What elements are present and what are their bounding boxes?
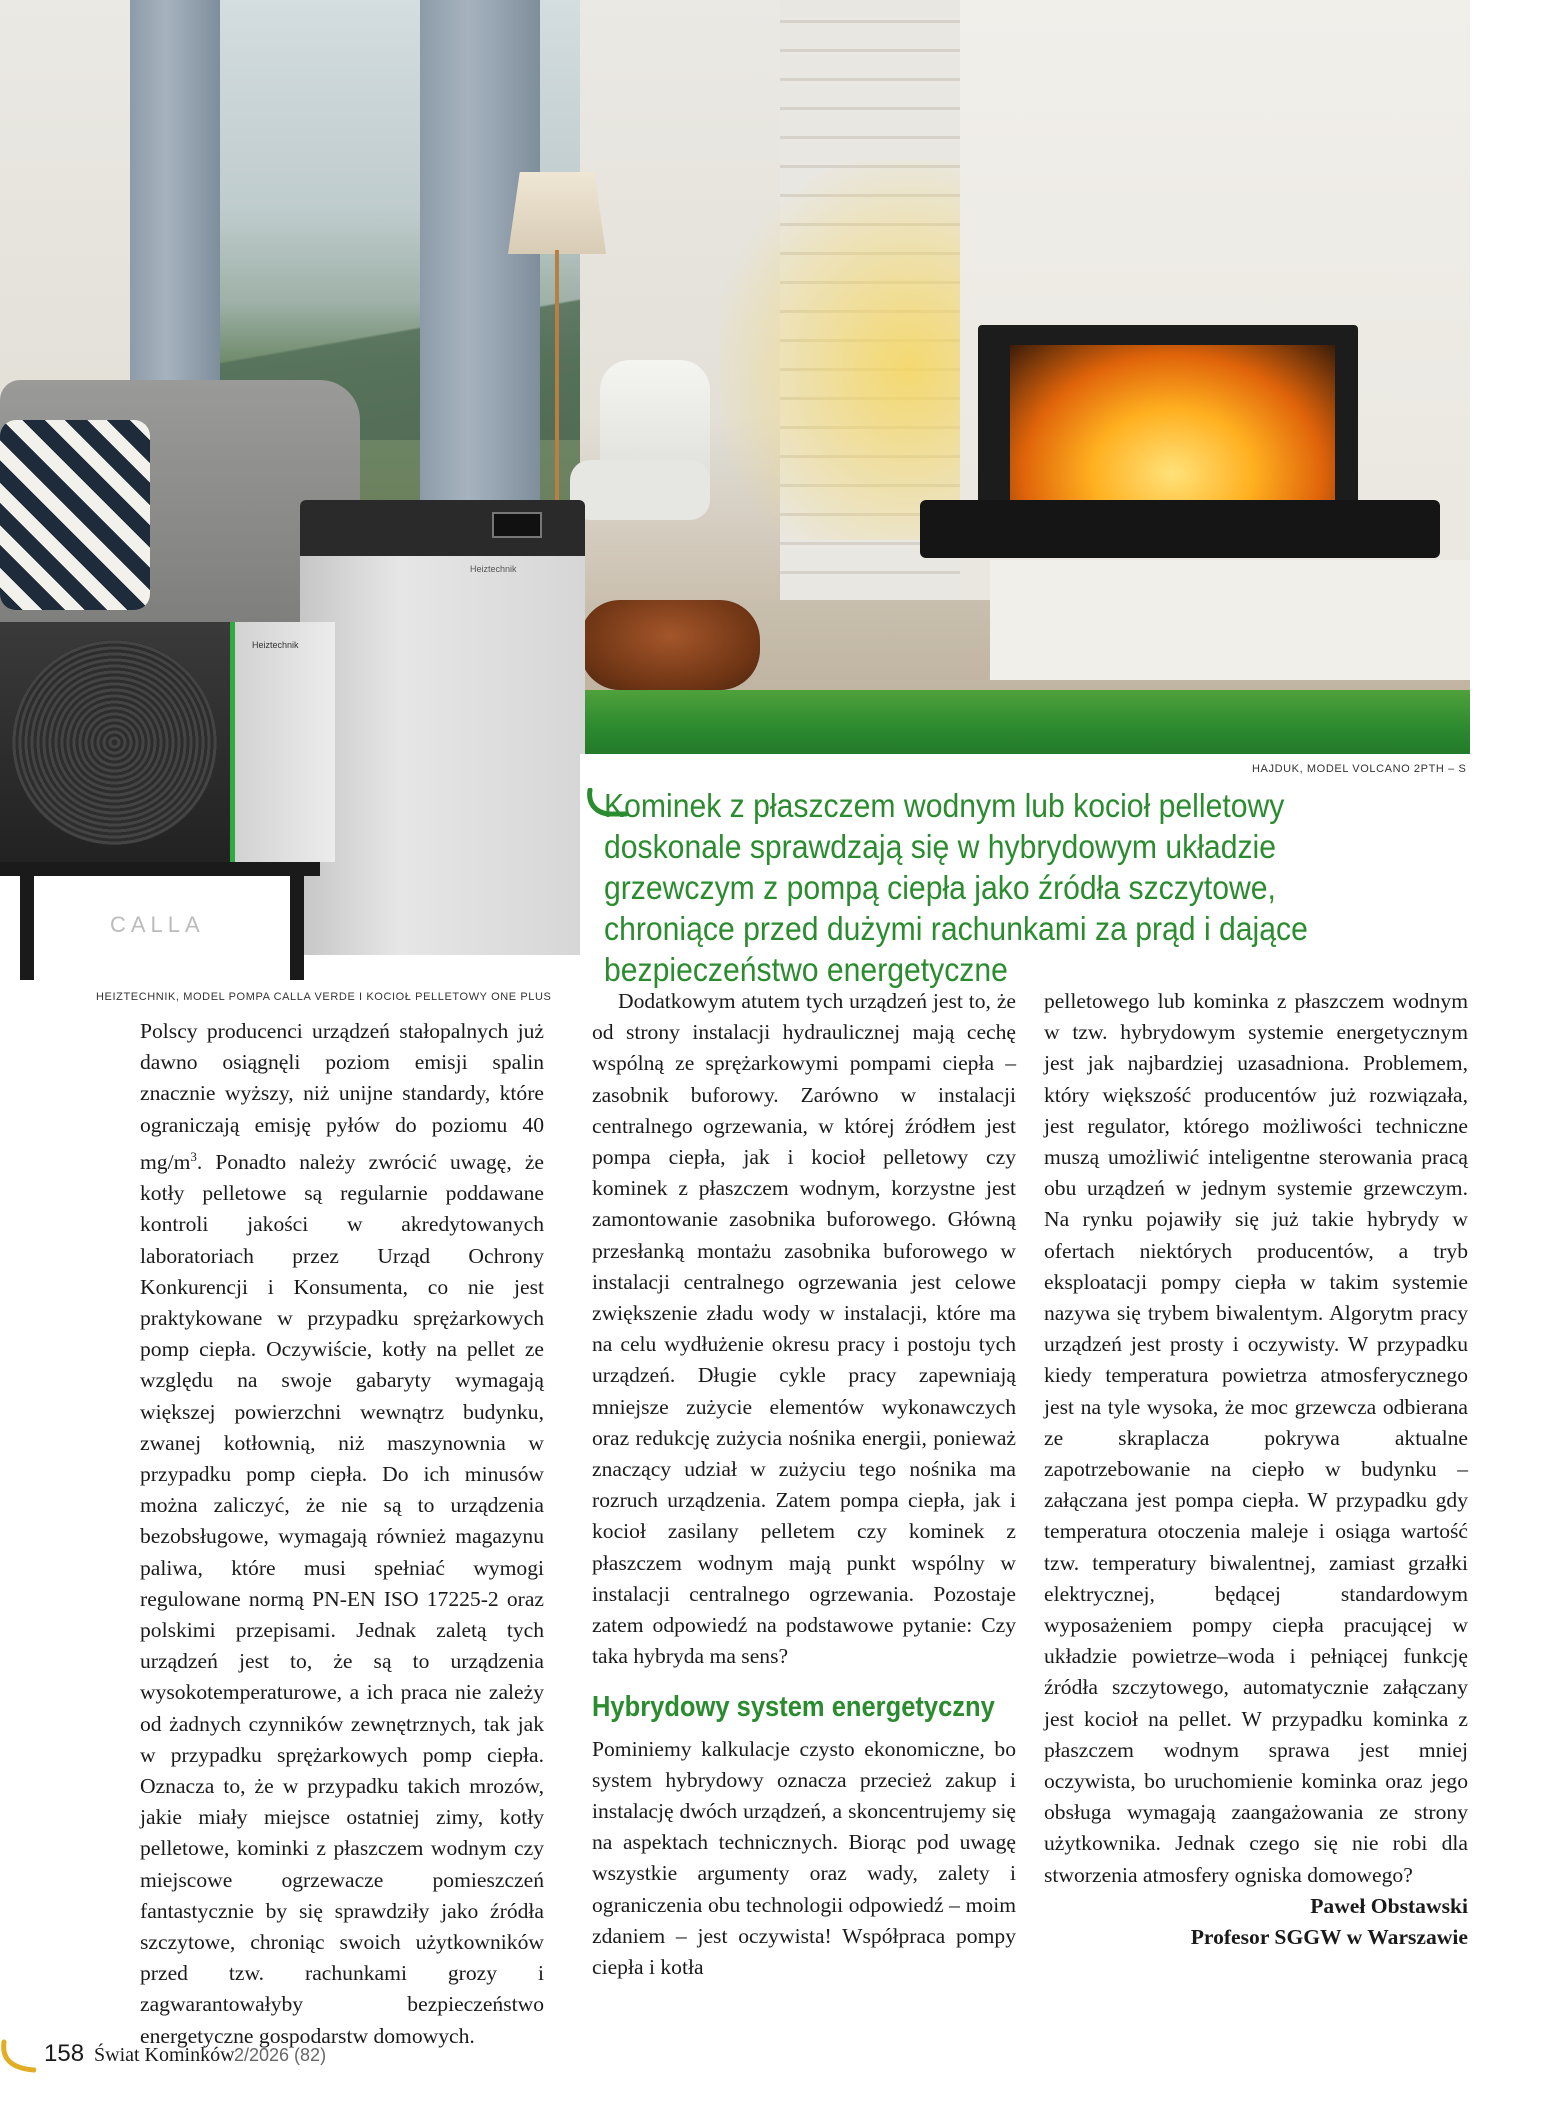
heat-pump-leg xyxy=(290,870,304,980)
paragraph: Dodatkowym atutem tych urządzeń jest to, że od strony instalacji hydraulicznej mają cechę wspólną ze sprężarkowymi pompami ciepła – zasobnik buforowy. Zarówno w instalacji centralnego ogrzewania, w której źródłem jest pompa ciepła, jak i kocioł pelletowy czy kominek z płaszczem wodnym, korzystne jest zamontowanie zasobnika buforowego. Główną przesłanką montażu zasobnika buforowego w instalacji centralnego ogrzewania jest celowe zwiększenie zładu wody w instalacji, które ma na celu wydłużenie okresu pracy i postoju tych urządzeń. Długie cykle pracy zapewniają mniejsze zużycie elementów wykonawczych oraz redukcję zużycia nośnika energii, ponieważ znaczący udział w zużyciu tego nośnika ma rozruch urządzenia. Zatem pompa ciepła, jak i kocioł zasilany pelletem czy kominek z płaszczem wodnym mają punkt wspólny w instalacji centralnego ogrzewania. Pozostaje zatem odpowiedź na podstawowe pytanie: Czy taka hybryda ma sens? xyxy=(592,989,1016,1669)
hearth xyxy=(990,560,1470,680)
paragraph-text: Polscy producenci urządzeń stałopalnych już dawno osiągnęli poziom emisji spalin znacznie wyższy, niż unijne standardy, które ograniczają emisję pyłów do poziomu 40 mg/m xyxy=(140,1019,544,1174)
article-column-1 xyxy=(140,1016,544,2052)
article-column-2 xyxy=(592,986,1016,1983)
paragraph: Pominiemy kalkulacje czysto ekonomiczne, bo system hybrydowy oznacza przecież zakup i instalację dwóch urządzeń, a skoncentrujemy się na aspektach technicznych. Biorąc pod uwagę wszystkie argumenty oraz wady, zalety i ograniczenia obu technologii odpowiedź – moim zdaniem – jest oczywista! Współpraca pompy ciepła i kotła xyxy=(592,1736,1016,1980)
issue-number: 2/2026 (82) xyxy=(234,2045,327,2065)
fireplace-flames xyxy=(1010,345,1335,505)
heat-pump-fan-grille xyxy=(12,640,217,845)
photo-caption-fireplace: HAJDUK, MODEL VOLCANO 2PTH – S xyxy=(1252,763,1467,775)
paragraph: pelletowego lub kominka z płaszczem wodnym w tzw. hybrydowym systemie energetycznym jest jak najbardziej uzasadniona. Problemem, który większość producentów już rozwiązała, jest regulator, którego możliwości techniczne muszą umożliwić inteligentne sterowania pracą obu urządzeń w jednym systemie grzewczym. Na rynku pojawiły się już takie hybrydy w ofertach niektórych producentów, a tryb eksploatacji pompy ciepła w takim systemie nazywa się trybem biwalentym. Algorytm pracy urządzeń jest prosty i oczywisty. W przypadku kiedy temperatura powietrza atmosferycznego jest na tyle wysoka, że moc grzewcza odbierana ze skraplacza pokrywa aktualne zapotrzebowanie na ciepło w budynku – załączana jest pompa ciepła. W przypadku gdy temperatura otoczenia maleje i osiąga wartość tzw. temperatury biwalentnej, zamiast grzałki elektrycznej, będącej standardowym wyposażeniem pompy ciepła pracującej w układzie powietrze–woda i pełniącej funkcję źródła szczytowego, automatycznie załączany jest kocioł na pellet. W przypadku kominka z płaszczem wodnym sprawa jest mniej oczywista, bo uruchomienie kominka oraz jego obsługa wymagają zaangażowania ze strony użytkownika. Jednak czego się nie robi dla stworzenia atmosfery ogniska domowego? xyxy=(1044,989,1468,1887)
paragraph-text: . Ponadto należy zwrócić uwagę, że kotły pelletowe są regularnie poddawane kontroli jakości w akredytowanych laboratoriach przez Urząd Ochrony Konkurencji i Konsumenta, co nie jest praktykowane w przypadku sprężarkowych pomp ciepła. Oczywiście, kotły na pellet ze względu na swoje gabaryty wymagają większej powierzchni wewnątrz budynku, zwanej kotłownią, niż maszynownia w przypadku pomp ciepła. Do ich minusów można zaliczyć, że nie są to urządzenia bezobsługowe, wymagają również magazynu paliwa, które musi spełniać wymogi regulowane normą PN-EN ISO 17225-2 oraz polskimi przepisami. Jednak zaletą tych urządzeń jest to, że są to urządzenia wysokotemperaturowe, a ich praca nie zależy od żadnych czynników zewnętrznych, tak jak w przypadku sprężarkowych pomp ciepła. Oznacza to, że w przypadku takich mrozów, jakie miały miejsce ostatniej zimy, kotły pelletowe, kominki z płaszczem wodnym czy miejscowe ogrzewacze pomieszczeń fantastycznie by się sprawdziły jako źródła szczytowe, chroniąc swoich użytkowników przed tzw. rachunkami grozy i zagwarantowałyby bezpieczeństwo energetyczne gospodarstw domowych. xyxy=(140,1150,544,2048)
floor-lamp xyxy=(508,172,606,254)
wall-glow xyxy=(720,160,990,540)
boiler-logo: Heiztechnik xyxy=(470,564,517,574)
heat-pump-stand xyxy=(0,862,320,956)
pull-quote: Kominek z płaszczem wodnym lub kocioł pelletowy doskonale sprawdzają się w hybrydowym układzie grzewczym z pompą ciepła jako źródła szczytowe, chroniące przed dużymi rachunkami za prąd i dające bezpieczeństwo energetyczne xyxy=(604,788,1308,989)
patterned-pillow xyxy=(0,420,150,610)
photo-caption-units: HEIZTECHNIK, MODEL POMPA CALLA VERDE I KOCIOŁ PELLETOWY ONE PLUS xyxy=(96,991,552,1003)
heat-pump-model-label: CALLA xyxy=(110,912,205,937)
heat-pump-side-panel xyxy=(230,622,335,862)
author-name: Paweł Obstawski xyxy=(1310,1893,1468,1918)
page-number: 158 xyxy=(44,2040,85,2067)
pellet-boiler xyxy=(300,500,585,955)
superscript: 3 xyxy=(190,1148,197,1164)
fireplace-base xyxy=(920,500,1440,558)
page-corner-mark-icon xyxy=(0,2038,36,2074)
heat-pump-logo: Heiztechnik xyxy=(252,640,299,650)
article-column-3 xyxy=(1044,986,1468,1953)
boiler-top-panel xyxy=(300,500,585,556)
green-floor-band xyxy=(580,690,1470,754)
subheading: Hybrydowy system energetyczny xyxy=(592,1691,995,1724)
heat-pump-leg xyxy=(20,870,34,980)
magazine-name: Świat Kominków xyxy=(94,2044,235,2066)
wooden-table xyxy=(580,600,760,690)
paragraph xyxy=(140,1016,544,2052)
author-title: Profesor SGGW w Warszawie xyxy=(1190,1925,1468,1950)
boiler-display xyxy=(492,512,542,538)
armchair-seat xyxy=(570,460,710,520)
